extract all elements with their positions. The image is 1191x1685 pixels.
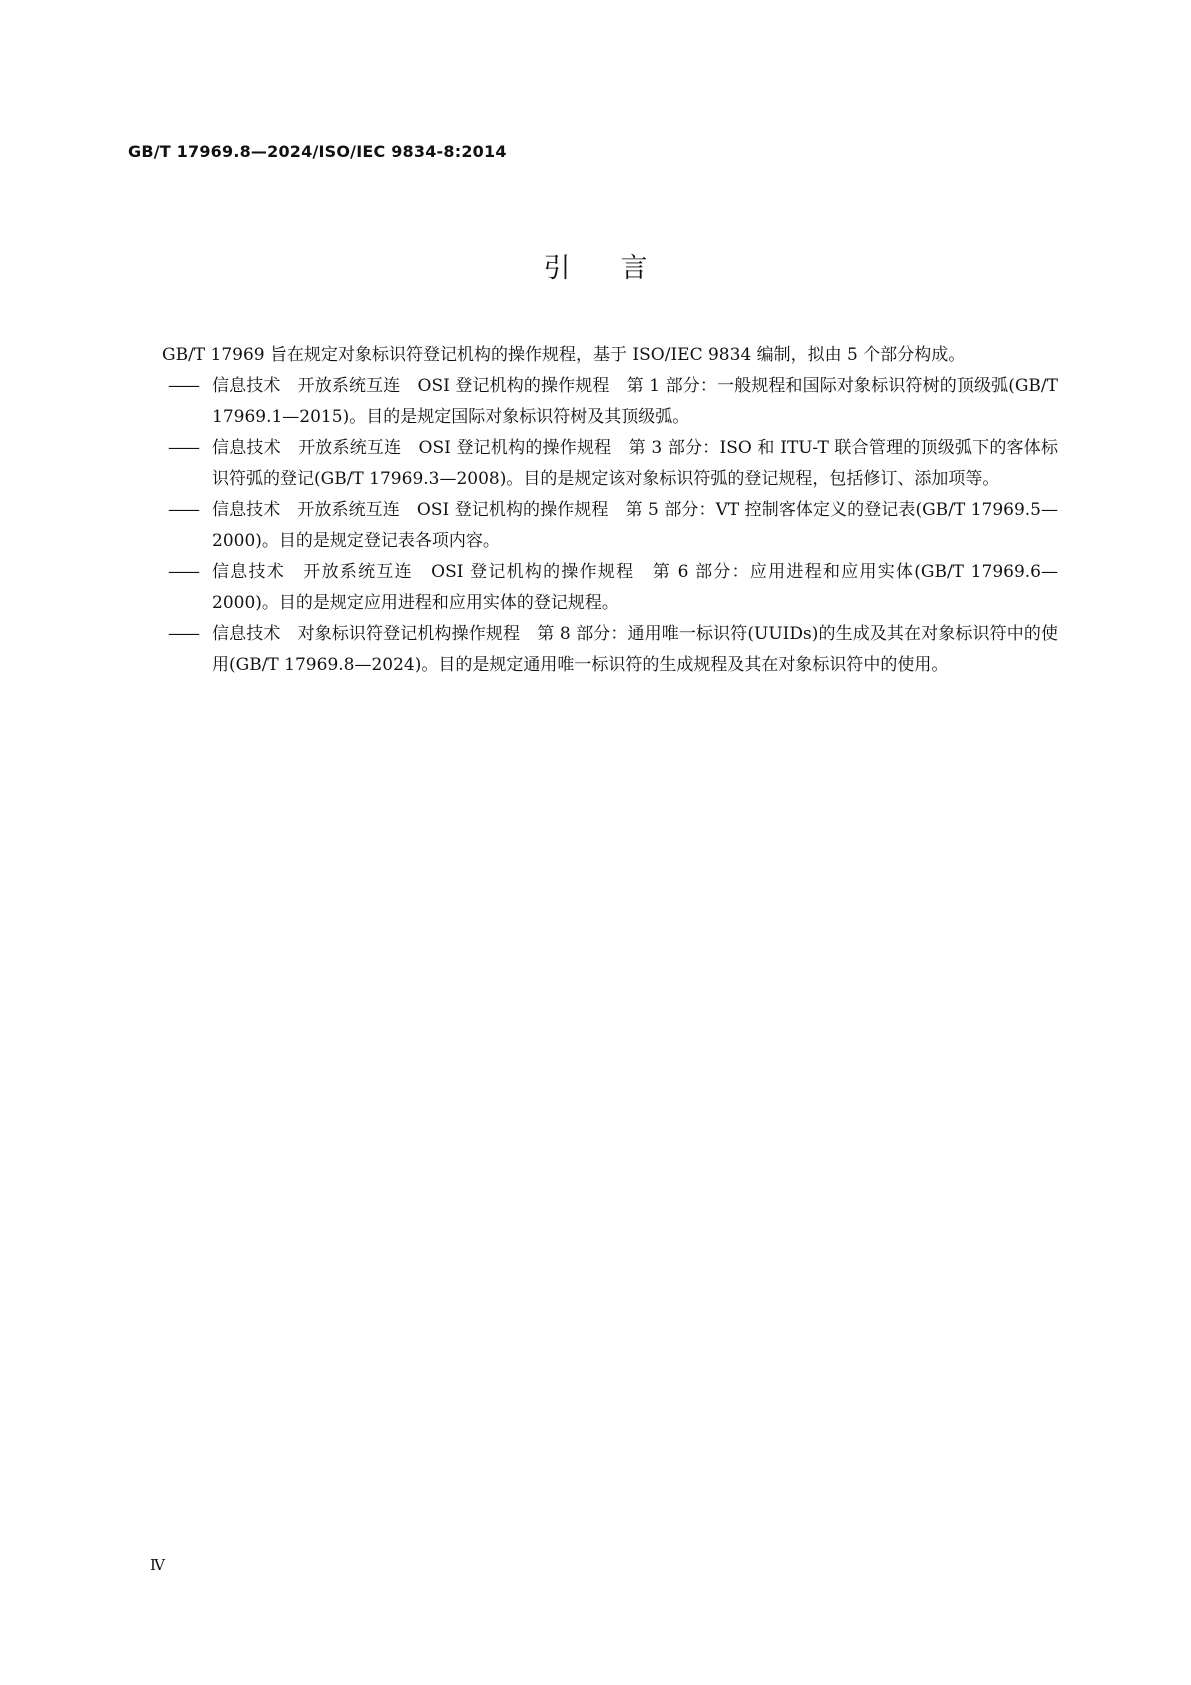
body-text [128,340,1058,681]
parts-list [128,371,1058,681]
list-dash: —— [168,376,198,396]
intro-paragraph: GB/T 17969 旨在规定对象标识符登记机构的操作规程，基于 ISO/IEC 9834 编制，拟由 5 个部分构成。 [162,345,966,365]
list-dash: —— [168,624,198,644]
list-item-text: 信息技术 对象标识符登记机构操作规程 第 8 部分：通用唯一标识符(UUIDs)的生成及其在对象标识符中的使用(GB/T 17969.8—2024)。目的是规定通用唯一标识符的生成规程及其在对象标识符中的使用。 [212,624,1058,675]
list-item-part-8 [128,619,1058,681]
list-dash: —— [168,438,198,458]
list-item-text: 信息技术 开放系统互连 OSI 登记机构的操作规程 第 5 部分：VT 控制客体定义的登记表(GB/T 17969.5—2000)。目的是规定登记表各项内容。 [212,500,1058,551]
list-item-text: 信息技术 开放系统互连 OSI 登记机构的操作规程 第 1 部分：一般规程和国际对象标识符树的顶级弧(GB/T 17969.1—2015)。目的是规定国际对象标识符树及其顶级弧。 [212,376,1058,427]
list-item-part-6 [128,557,1058,619]
page-number: Ⅳ [150,1556,165,1574]
list-dash: —— [168,500,198,520]
list-item-part-1 [128,371,1058,433]
list-dash: —— [168,562,198,582]
document-code: GB/T 17969.8—2024/ISO/IEC 9834-8:2014 [128,142,507,161]
list-item-text: 信息技术 开放系统互连 OSI 登记机构的操作规程 第 6 部分：应用进程和应用实体(GB/T 17969.6—2000)。目的是规定应用进程和应用实体的登记规程。 [212,562,1058,613]
section-title: 引言 [543,253,698,284]
list-item-part-5 [128,495,1058,557]
list-item-part-3 [128,433,1058,495]
list-item-text: 信息技术 开放系统互连 OSI 登记机构的操作规程 第 3 部分：ISO 和 ITU-T 联合管理的顶级弧下的客体标识符弧的登记(GB/T 17969.3—2008)。目的是规定该对象标识符弧的登记规程，包括修订、添加项等。 [212,438,1058,489]
